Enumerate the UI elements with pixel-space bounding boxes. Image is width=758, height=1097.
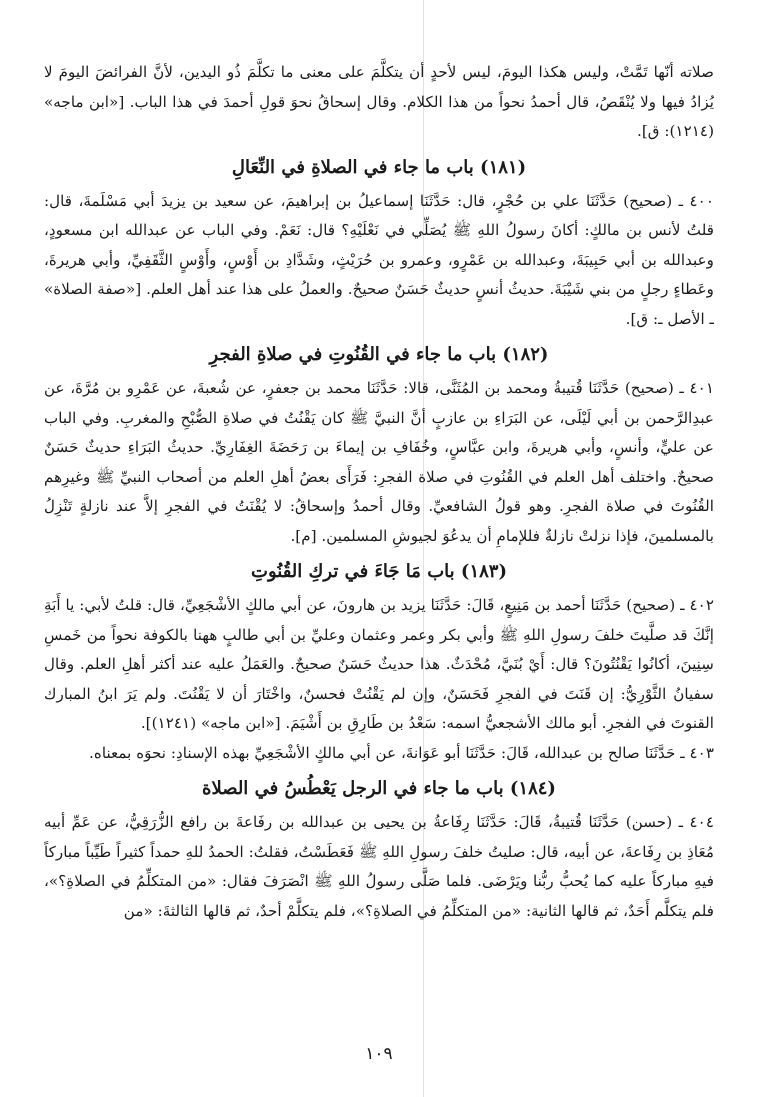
paragraph-continuation: صلاته أنّها تَمَّتْ، وليس هكذا اليومَ، ليس لأحدٍ أن يتكلَّمَ على معنى ما تكلَّمَ ذُو اليدين، لأنَّ الفرائضَ اليومَ لا يُزادُ فيها ولا يُنْقَصُ، قال أحمدُ نحواً من هذا الكلام. وقال إسحاقُ نحوَ قولِ أحمدَ في هذا الباب. [«ابن ماجه» (١٢١٤): ق].	[44, 63, 714, 140]
hadith-401: ٤٠١ ـ (صحيح) حَدَّثَنَا قُتيبةُ ومحمد بن المُثَنَّى، قالا: حَدَّثَنَا محمد بن جعفرٍ، عن شُعبةَ، عن عَمْرِو بن مُرَّةَ، عن عبدِالرَّحمن بن أبي لَيْلَى، عن البَرَاءِ بن عازبٍ أنَّ النبيَّ ﷺ كان يَقْنُتُ في صلاةِ الصُّبْحِ والمغربِ. وفي الباب عن عليٍّ، وأنسٍ، وأبي هريرةَ، وابن عبَّاسٍ، وخُفَافِ بن إيماءَ بن رَحَضَةَ الغِفَارِيِّ. حديثُ البَرَاءِ حديثٌ حَسَنٌ صحيحٌ. واختلف أهل العلم في القُنُوتِ في صلاة الفجرِ: فَرَأَى بعضُ أهلِ العلم من أصحاب النبيِّ ﷺ وغيرِهم القُنُوتَ في صلاة الفجرِ. وهو قولُ الشافعيِّ. وقال أحمدُ وإسحاقُ: لا يُقْنَتُ في الفجرِ إلاَّ عند نازلةٍ تَنْزِلُ بالمسلمينَ، فإذا نزلتْ نازلةٌ فللإمامِ أن يدعُوَ لجيوشِ المسلمين. [م].	[44, 379, 714, 545]
page-number: ١٠٩	[365, 1044, 393, 1064]
chapter-heading-183: (١٨٣) باب مَا جَاءَ في تركِ القُنُوتِ	[251, 561, 507, 582]
hadith-400: ٤٠٠ ـ (صحيح) حَدَّثَنَا علي بن حُجْرٍ، قال: حَدَّثَنَا إسماعيلُ بن إبراهيمَ، عن سعيد بن يزيدَ أبي مَسْلَمةَ، قال: قلتُ لأنس بن مالكٍ: أكانَ رسولُ اللهِ ﷺ يُصَلِّي في نَعْلَيْهِ؟ قال: نَعَمْ. وفي الباب عن عبدالله ابن مسعودٍ، وعبدالله بن أبي حَبِيبَةَ، وعبدالله بن عَمْرٍو، وعمرو بن حُرَيْثٍ، وشَدَّادِ بن أَوْسٍ، وأَوْسٍ الثَّقَفِيِّ، وأبي هريرةَ، وعَطاءٍ رجلٍ من بني شَيْبَةَ. حديثُ أنسٍ حديثٌ حَسَنٌ صحيحٌ. والعملُ على هذا عند أهل العلم. [«صفة الصلاة» ـ الأصل ـ: ق].	[44, 191, 714, 328]
hadith-402: ٤٠٢ ـ (صحيح) حَدَّثَنَا أحمد بن مَنِيعٍ، قَالَ: حَدَّثَنَا يزيد بن هارونَ، عن أبي مالكٍ الأشْجَعِيِّ، قال: قلتُ لأبي: يا أَبَةِ إنَّكَ قد صلَّيتَ خلفَ رسولِ اللهِ ﷺ وأبي بكر وعمر وعثمان وعليِّ بن أبي طالبٍ ههنا بالكوفة نحواً من خَمسِ سِنِينَ، أكانُوا يَقْنُتُونَ؟ قال: أَيْ بُنَيَّ، مُحْدَثٌ. هذا حديثٌ حَسَنٌ صحيحٌ. والعَمَلُ عليه عند أكثر أهلِ العلم. وقال سفيانُ الثَّوْرِيُّ: إن قَنَتَ في الفجرِ فَحَسَنٌ، وإن لم يَقْنُتْ فحسنٌ، واخْتَارَ أن لا يَقْنُتَ. ولم يَرَ ابنُ المبارك القنوتَ في الفجرِ. أبو مالك الأشجعيُّ اسمه: سَعْدُ بن طَارِقِ بن أَشْيَمَ. [«ابن ماجه» (١٢٤١)].	[44, 596, 714, 732]
hadith-403: ٤٠٣ ـ حَدَّثَنَا صالح بن عبدالله، قَالَ: حَدَّثَنَا أبو عَوَانةَ، عن أبي مالكٍ الأشْجَعِيِّ بهذه الإسنادِ: نحوَه بمعناه.	[89, 743, 714, 762]
chapter-heading-184: (١٨٤) باب ما جاء في الرجل يَعْطُسُ في الصلاة	[202, 778, 556, 799]
chapter-heading-182: (١٨٢) باب ما جاء في القُنُوتِ في صلاةِ الفجرِ	[209, 344, 549, 365]
chapter-heading-181: (١٨١) باب ما جاء في الصلاةِ في النِّعَالِ	[231, 156, 527, 178]
document-body	[44, 58, 714, 926]
hadith-404: ٤٠٤ ـ (حسن) حَدَّثَنَا قُتيبةُ، قَالَ: حَدَّثَنَا رِفَاعةُ بن يحيى بن عبدالله بن رفَاعةَ بن رافع الزُّرَقِيُّ، عن عَمِّ أبيه مُعَاذِ بن رِفَاعةَ، عن أبيه، قال: صليتُ خلفَ رسولِ اللهِ ﷺ فَعَطَسْتُ، فقلتُ: الحمدُ للهِ حمداً كثيراً طَيِّباً مباركاً فيهِ مباركاً عليه كما يُحبُّ ربُّنا ويَرْضَى. فلما صَلَّى رسولُ اللهِ ﷺ انْصَرَفَ فقال: «من المتكلِّمُ في الصلاةِ؟»، فلم يتكلَّم أَحَدٌ، ثم قالها الثانية: «من المتكلِّمُ في الصلاةِ؟»، فلم يتكلَّمْ أحدٌ، ثم قالها الثالثةَ: «من	[44, 813, 714, 920]
